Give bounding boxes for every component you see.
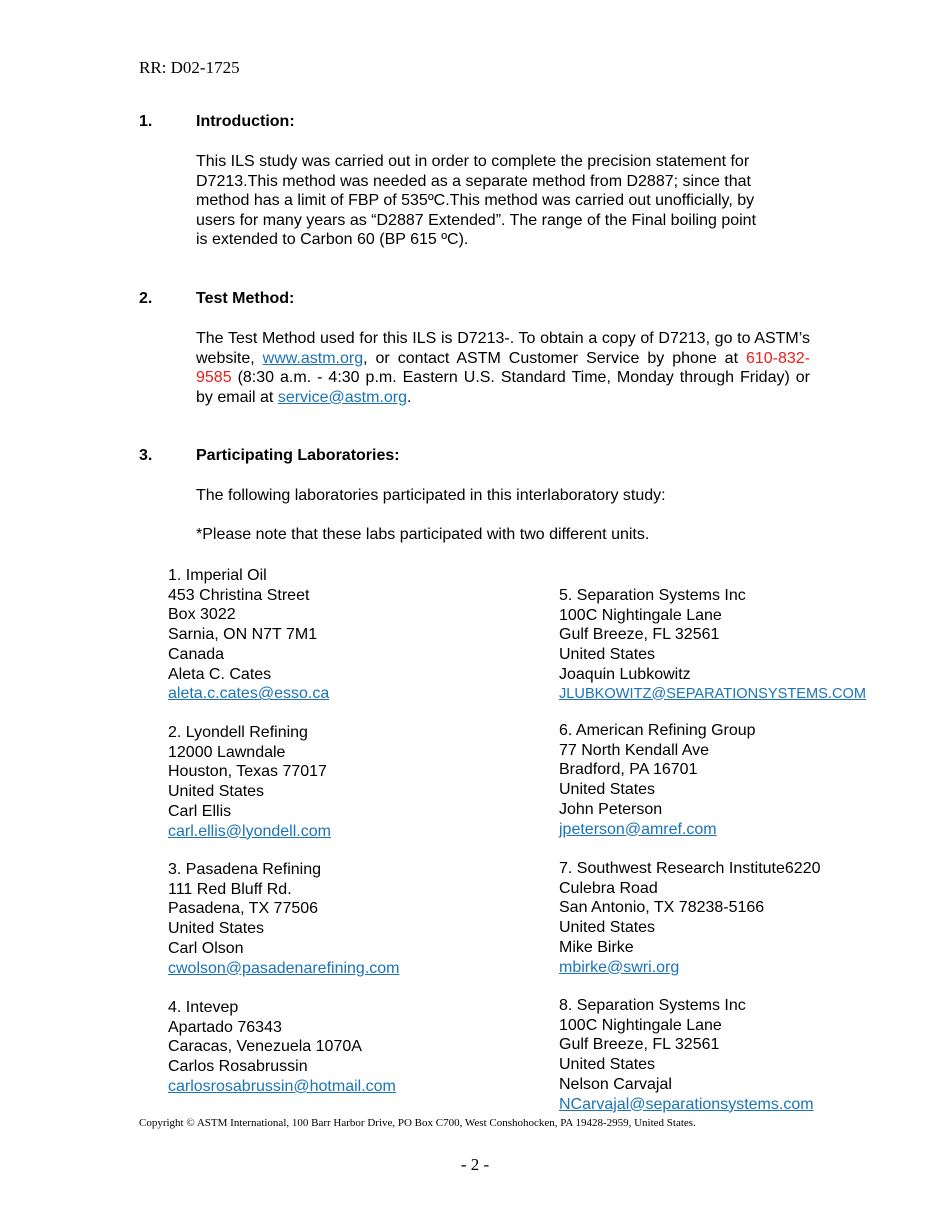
lab-name: 5. Separation Systems Inc <box>559 587 746 604</box>
lab-line: United States <box>559 1056 656 1074</box>
intro-line: users for many years as “D2887 Extended”. The range of the Final boiling point <box>196 211 757 229</box>
intro-line: is extended to Carbon 60 (BP 615 ºC). <box>196 231 469 249</box>
section-3-title: Participating Laboratories: <box>196 447 400 464</box>
lab-line: 453 Christina Street <box>168 586 310 604</box>
lab-line: Houston, Texas 77017 <box>168 763 327 781</box>
lab-line: Carlos Rosabrussin <box>168 1058 308 1076</box>
section-1-number: 1. <box>139 113 153 130</box>
lab-line: Bradford, PA 16701 <box>559 761 698 779</box>
intro-line: D7213.This method was needed as a separate method from D2887; since that <box>196 172 751 190</box>
section-2-title: Test Method: <box>196 290 295 307</box>
lab-entry-6 <box>559 721 756 839</box>
lab-entry-3 <box>168 860 399 978</box>
lab-line: Box 3022 <box>168 606 236 624</box>
lab-line: Carl Olson <box>168 939 244 957</box>
intro-line: method has a limit of FBP of 535ºC.This method was carried out unofficially, by <box>196 192 755 210</box>
lab-email-link[interactable]: mbirke@swri.org <box>559 958 680 976</box>
test-method-text: , or contact ASTM Customer Service by phone at <box>363 349 746 367</box>
lab-name: 7. Southwest Research Institute6220 <box>559 860 821 877</box>
lab-line: John Peterson <box>559 800 663 818</box>
lab-entry-2 <box>168 723 331 841</box>
lab-line: Caracas, Venezuela 1070A <box>168 1038 362 1056</box>
labs-intro: The following laboratories participated in this interlaboratory study: <box>196 487 666 504</box>
lab-email-link[interactable]: jpeterson@amref.com <box>559 820 717 838</box>
lab-name: 2. Lyondell Refining <box>168 724 308 741</box>
lab-entry-4 <box>168 998 396 1097</box>
test-method-text: The Test Method used for this ILS is D7213-. To obtain a copy of D7213, go to ASTM’s website, <box>196 330 810 367</box>
lab-name: 3. Pasadena Refining <box>168 861 321 878</box>
lab-line: United States <box>168 920 265 938</box>
lab-line: Canada <box>168 645 225 663</box>
test-method-text: (8:30 a.m. - 4:30 p.m. Eastern U.S. Standard Time, Monday through Friday) or by email at <box>196 369 810 406</box>
lab-line: United States <box>559 919 656 937</box>
intro-paragraph <box>196 152 756 250</box>
lab-line: Pasadena, TX 77506 <box>168 900 319 918</box>
phone-number: 610-832-9585 <box>196 349 811 387</box>
lab-line: Culebra Road <box>559 879 658 897</box>
lab-line: San Antonio, TX 78238-5166 <box>559 899 765 917</box>
test-method-text: . <box>406 388 412 406</box>
lab-entry-5 <box>559 586 866 704</box>
labs-note: *Please note that these labs participated with two different units. <box>196 526 650 543</box>
report-id: RR: D02-1725 <box>139 58 240 77</box>
lab-line: United States <box>168 783 265 801</box>
lab-name: 6. American Refining Group <box>559 722 756 739</box>
lab-email-link[interactable]: carl.ellis@lyondell.com <box>168 822 331 840</box>
section-3-number: 3. <box>139 447 153 464</box>
lab-line: Aleta C. Cates <box>168 665 272 683</box>
lab-line: United States <box>559 781 656 799</box>
section-1-title: Introduction: <box>196 113 295 130</box>
lab-email-link[interactable]: carlosrosabrussin@hotmail.com <box>168 1077 396 1095</box>
test-method-paragraph <box>196 329 810 407</box>
lab-line: 12000 Lawndale <box>168 743 286 761</box>
lab-line: 100C Nightingale Lane <box>559 1016 722 1034</box>
service-email-link[interactable]: service@astm.org <box>277 388 407 406</box>
astm-website-link[interactable]: www.astm.org <box>262 349 364 367</box>
lab-line: Nelson Carvajal <box>559 1075 672 1093</box>
lab-line: 100C Nightingale Lane <box>559 606 722 624</box>
lab-name: 1. Imperial Oil <box>168 567 267 584</box>
lab-name: 4. Intevep <box>168 999 239 1016</box>
lab-entry-8 <box>559 996 814 1114</box>
lab-line: Apartado 76343 <box>168 1018 282 1036</box>
lab-line: 111 Red Bluff Rd. <box>168 880 292 898</box>
copyright-notice: Copyright © ASTM International, 100 Barr Harbor Drive, PO Box C700, West Conshohocken, PA 19428-2959, United States. <box>139 1117 696 1129</box>
lab-line: Joaquin Lubkowitz <box>559 665 691 683</box>
intro-line: This ILS study was carried out in order to complete the precision statement for <box>196 153 750 170</box>
lab-email-link[interactable]: aleta.c.cates@esso.ca <box>168 685 330 703</box>
lab-line: Sarnia, ON N7T 7M1 <box>168 626 318 644</box>
lab-line: Carl Ellis <box>168 802 232 820</box>
lab-email-link[interactable]: cwolson@pasadenarefining.com <box>168 959 400 977</box>
lab-name: 8. Separation Systems Inc <box>559 997 746 1014</box>
page-number: - 2 - <box>460 1155 490 1174</box>
lab-entry-1 <box>168 566 329 704</box>
lab-line: Gulf Breeze, FL 32561 <box>559 626 720 644</box>
lab-line: Gulf Breeze, FL 32561 <box>559 1036 720 1054</box>
lab-entry-7 <box>559 859 821 977</box>
lab-email-link[interactable]: JLUBKOWITZ@SEPARATIONSYSTEMS.COM <box>559 685 866 702</box>
lab-email-link[interactable]: NCarvajal@separationsystems.com <box>559 1095 814 1113</box>
section-2-number: 2. <box>139 290 153 307</box>
lab-line: United States <box>559 646 656 664</box>
lab-line: Mike Birke <box>559 938 634 956</box>
lab-line: 77 North Kendall Ave <box>559 741 710 759</box>
